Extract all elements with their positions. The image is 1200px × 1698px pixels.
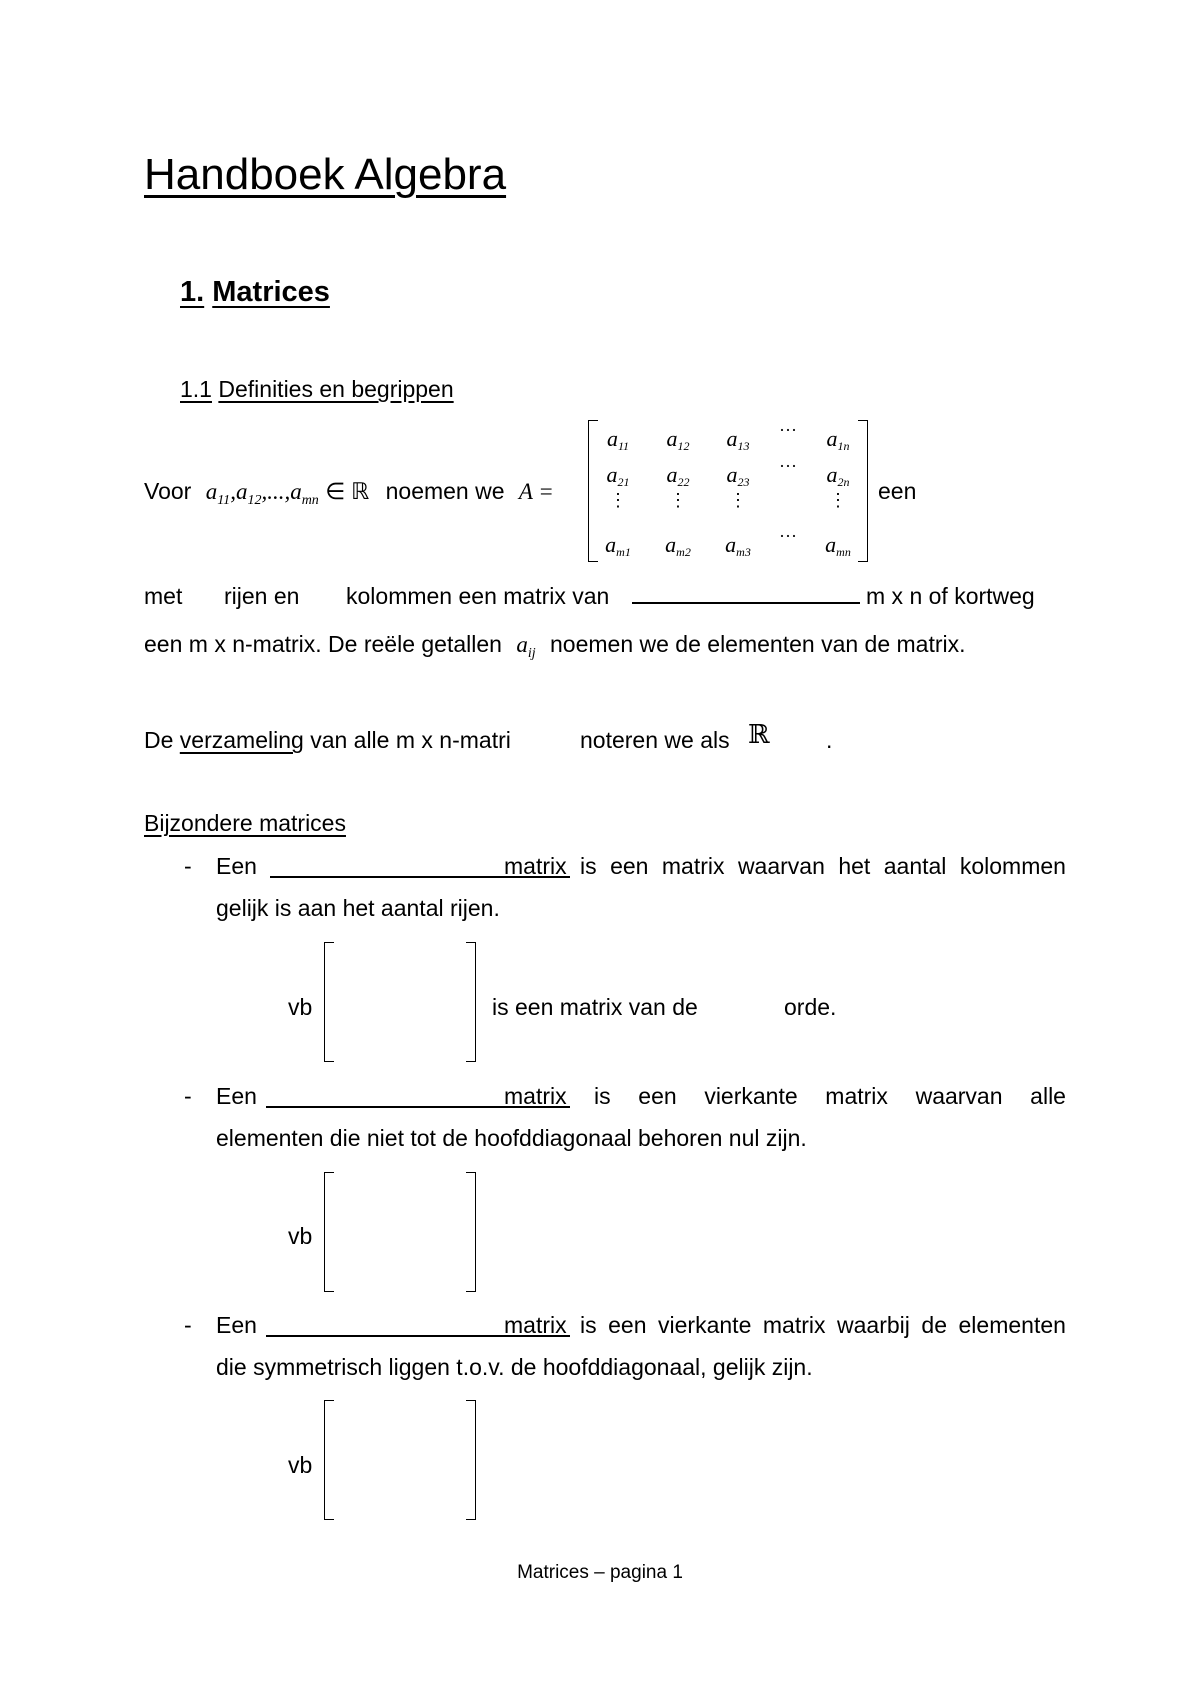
set-line-post: noteren we als bbox=[580, 727, 730, 753]
matrix-word: matrix bbox=[504, 853, 567, 879]
reals-symbol: ℝ bbox=[748, 720, 770, 750]
vb-label: vb bbox=[288, 1223, 313, 1249]
set-line-start: De verzameling van alle m x n-matri bbox=[144, 727, 511, 753]
matrix-cell: $a_{2n}$ bbox=[826, 462, 850, 489]
m-x-n-kortweg: m x n of kortweg bbox=[866, 583, 1035, 609]
matrix-cell: $a_{m2}$ bbox=[665, 532, 691, 559]
bullet-dash: - bbox=[184, 1312, 192, 1338]
matrix-cell: $a_{23}$ bbox=[726, 462, 750, 489]
verzameling-word: verzameling bbox=[179, 727, 304, 753]
example-right-bracket bbox=[466, 1172, 476, 1292]
page-footer: Matrices – pagina 1 bbox=[517, 1562, 683, 1583]
een-word: Een bbox=[216, 1312, 257, 1338]
section-number: 1. bbox=[180, 276, 205, 308]
item-line1-rest: is een vierkante matrix waarvan alle bbox=[594, 1083, 1066, 1109]
subsection-heading bbox=[180, 376, 454, 403]
rijen-en-word: rijen en bbox=[224, 583, 300, 609]
item-line2: gelijk is aan het aantal rijen. bbox=[216, 895, 500, 921]
definition-intro bbox=[144, 478, 554, 509]
matrix-cell: $a_{11}$ bbox=[606, 426, 630, 453]
page-title: Handboek Algebra bbox=[144, 150, 507, 199]
example-text: is een matrix van de bbox=[492, 994, 698, 1020]
matrix-cell: $a_{1n}$ bbox=[826, 426, 850, 453]
example-left-bracket bbox=[324, 942, 334, 1062]
bullet-dash: - bbox=[184, 1083, 192, 1109]
element-of-reals: ∈ ℝ bbox=[325, 479, 370, 504]
special-heading: Bijzondere matrices bbox=[144, 810, 346, 836]
matrix-cell: $a_{12}$ bbox=[666, 426, 690, 453]
subsection-title: Definities en begrippen bbox=[218, 376, 454, 402]
matrix-word: matrix bbox=[504, 1083, 567, 1109]
item-line2: elementen die niet tot de hoofddiagonaal behoren nul zijn. bbox=[216, 1125, 807, 1151]
matrix-cell: $a_{22}$ bbox=[666, 462, 690, 489]
example-right-bracket bbox=[466, 942, 476, 1062]
matrix-word: matrix bbox=[504, 1312, 567, 1338]
example-end: orde. bbox=[784, 994, 837, 1020]
section-title: Matrices bbox=[212, 276, 330, 308]
matrix-vdots: ⋮ bbox=[669, 490, 687, 510]
vb-label: vb bbox=[288, 1452, 313, 1478]
kolommen-phrase: kolommen een matrix van bbox=[346, 583, 610, 609]
matrix-cell: $a_{21}$ bbox=[606, 462, 630, 489]
example-left-bracket bbox=[324, 1400, 334, 1520]
section-heading bbox=[180, 276, 330, 309]
definition-line2: een m x n-matrix. De reële getallen $a_{ij}$ noemen we de elementen van de matrix. bbox=[144, 631, 966, 661]
voor-word: Voor bbox=[144, 478, 192, 504]
item-line1-rest: is een vierkante matrix waarbij de elementen bbox=[580, 1312, 1066, 1338]
matrix-cdots: ··· bbox=[779, 420, 797, 440]
een-word: een bbox=[878, 478, 917, 504]
matrix-cdots: ··· bbox=[779, 526, 797, 546]
element-list: $a_{11},a_{12},...,a_{mn}$ bbox=[205, 479, 319, 508]
matrix-vdots: ⋮ bbox=[609, 490, 627, 510]
example-right-bracket bbox=[466, 1400, 476, 1520]
matrix-cdots: ··· bbox=[779, 456, 797, 476]
matrix-vdots: ⋮ bbox=[729, 490, 747, 510]
bullet-dash: - bbox=[184, 853, 192, 879]
fill-blank-line[interactable] bbox=[632, 602, 860, 604]
een-word: Een bbox=[216, 1083, 257, 1109]
example-left-bracket bbox=[324, 1172, 334, 1292]
matrix-cell: $a_{13}$ bbox=[726, 426, 750, 453]
matrix-name: A = bbox=[518, 479, 554, 504]
aij-symbol: $a_{ij}$ bbox=[516, 632, 536, 661]
set-line-end: . bbox=[826, 727, 833, 753]
noemen-we: noemen we bbox=[385, 478, 505, 504]
matrix-vdots: ⋮ bbox=[829, 490, 847, 510]
een-word: Een bbox=[216, 853, 257, 879]
item-line2: die symmetrisch liggen t.o.v. de hoofddiagonaal, gelijk zijn. bbox=[216, 1354, 813, 1380]
item-line1-rest: is een matrix waarvan het aantal kolommen bbox=[580, 853, 1066, 879]
matrix-cell: $a_{mn}$ bbox=[825, 532, 851, 559]
subsection-number: 1.1 bbox=[180, 376, 212, 402]
met-word: met bbox=[144, 583, 183, 609]
matrix-cell: $a_{m1}$ bbox=[605, 532, 631, 559]
vb-label: vb bbox=[288, 994, 313, 1020]
matrix-cell: $a_{m3}$ bbox=[725, 532, 751, 559]
